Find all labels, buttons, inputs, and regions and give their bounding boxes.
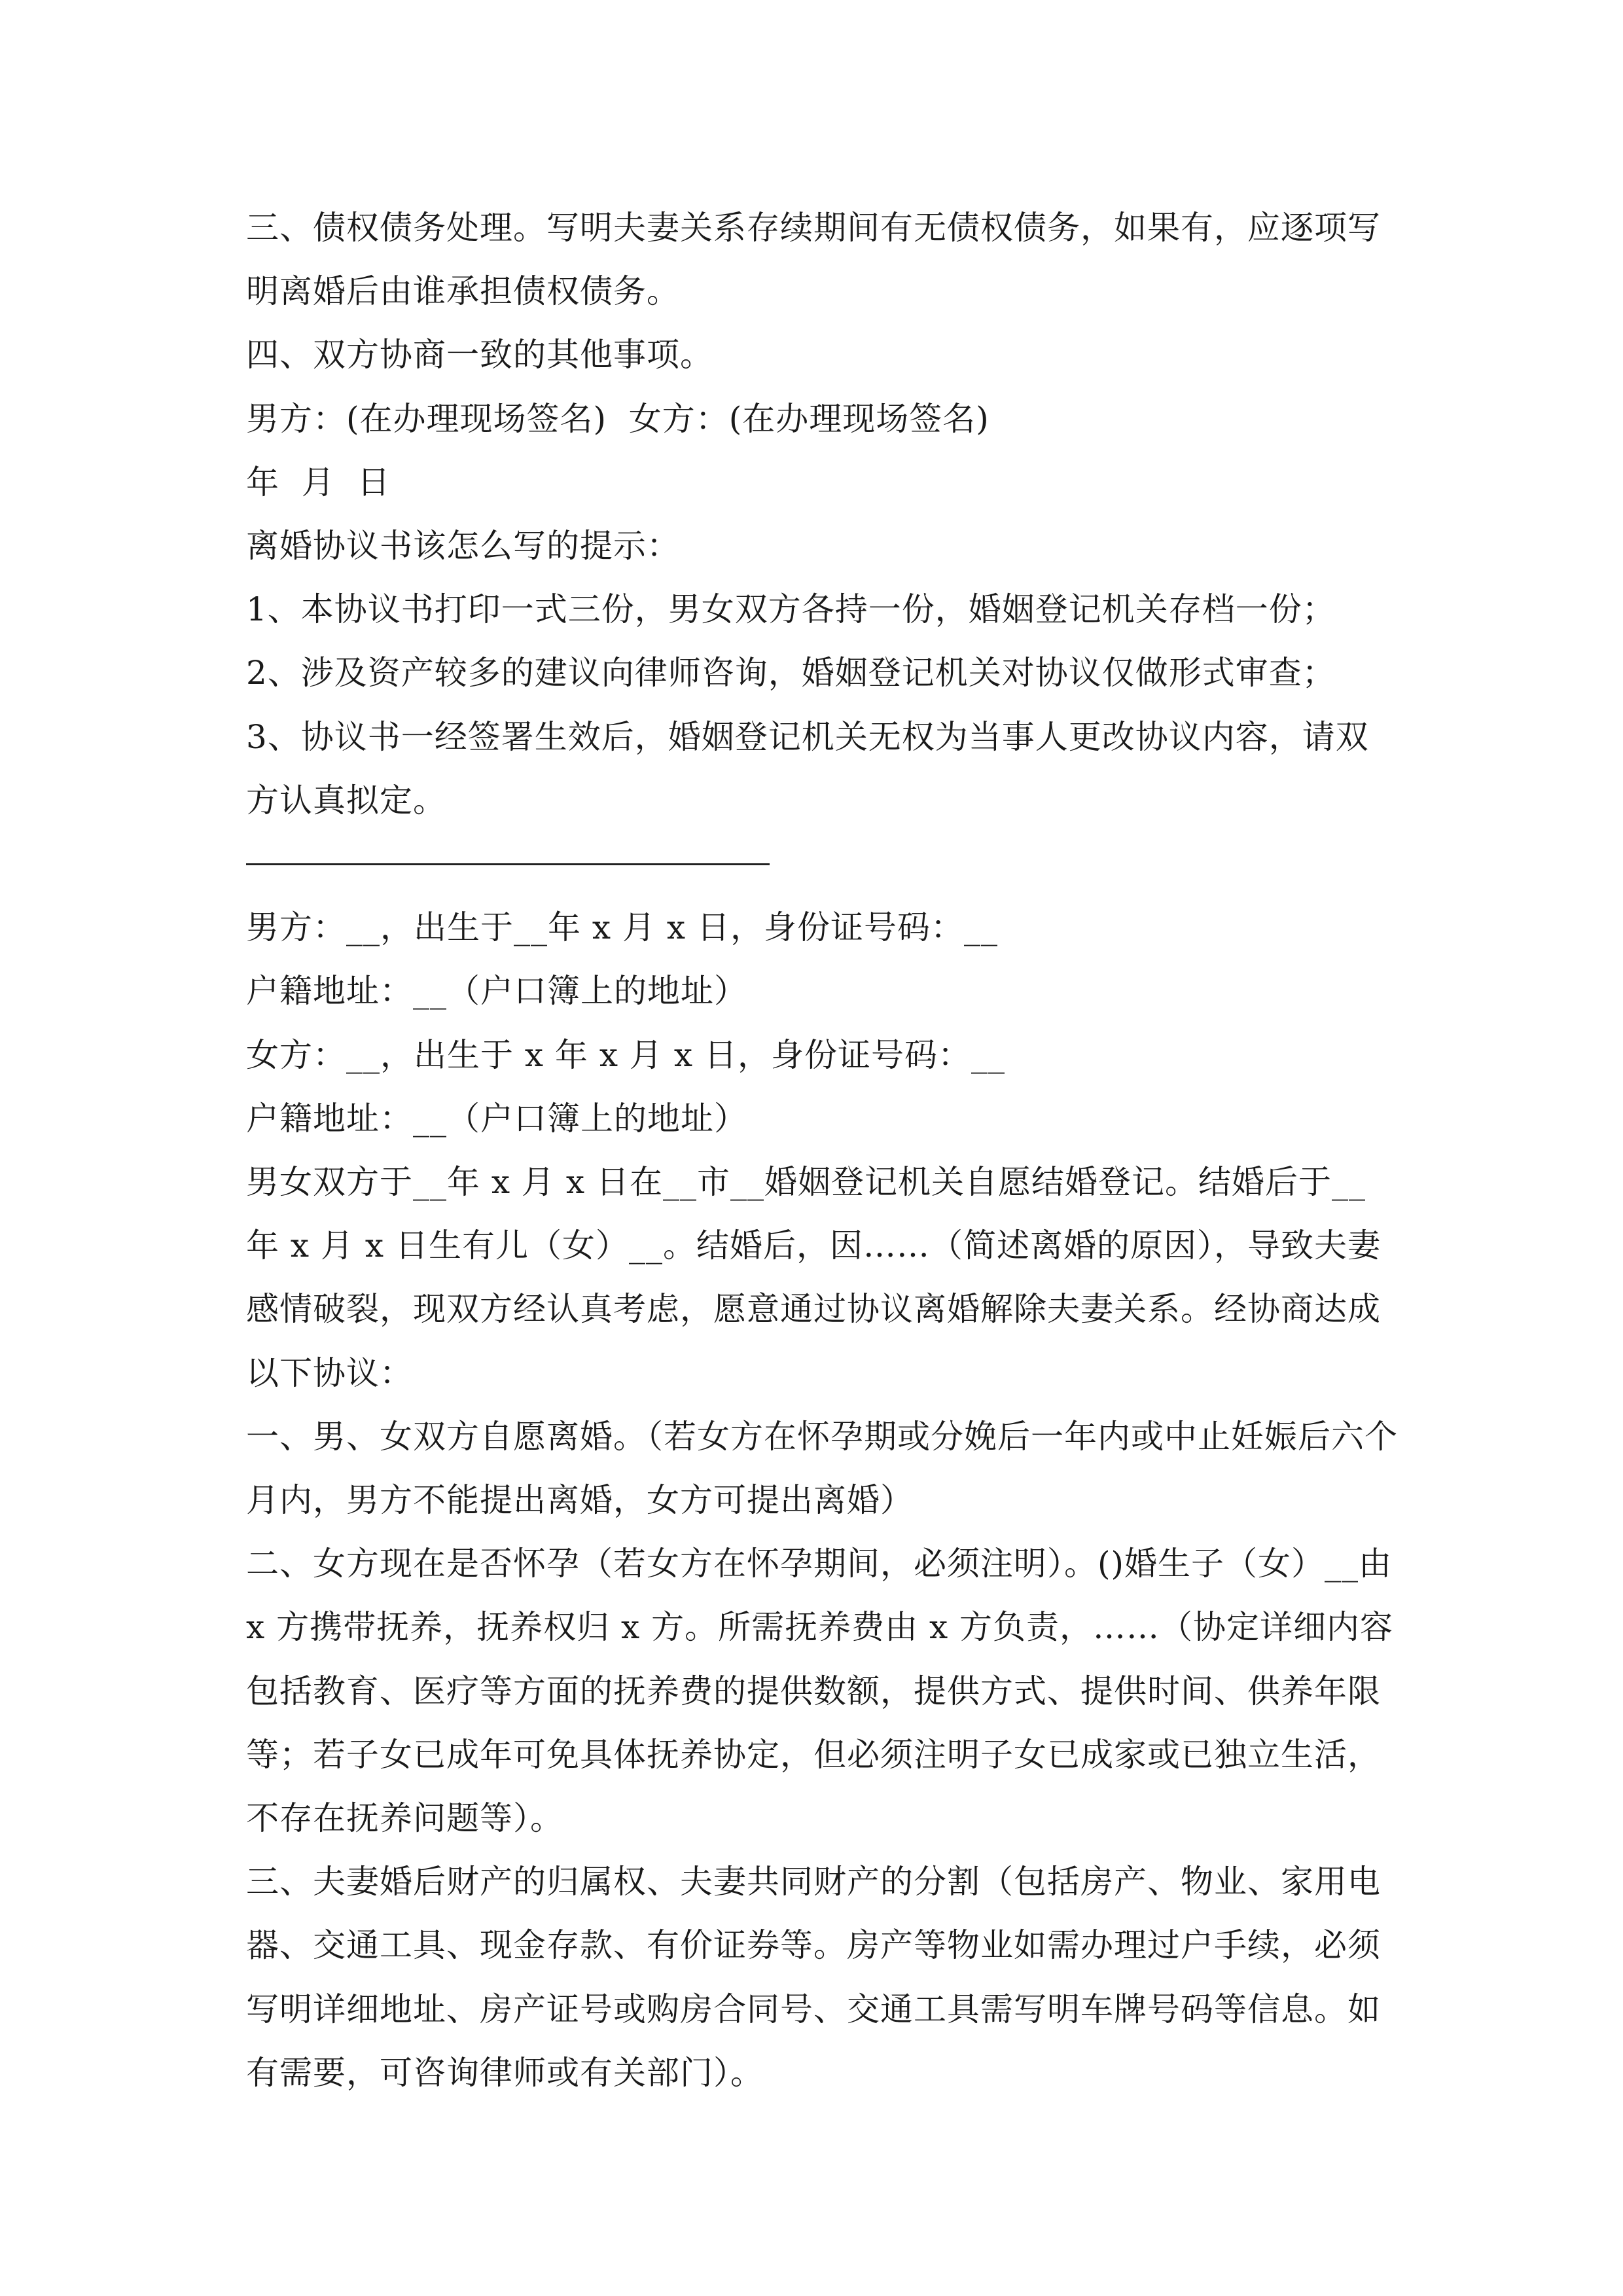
female-party-info: 女方：__，出生于 x 年 x 月 x 日，身份证号码：__ [246, 1035, 1005, 1074]
paragraph-marriage-background: 男女双方于__年 x 月 x 日在__市__婚姻登记机关自愿结婚登记。结婚后于__年 x 月 x 日生有儿（女）__。结婚后，因……（简述离婚的原因），导致夫妻感情破裂，现双方经认真考虑，愿意通过协议离婚解除夫妻关系。经协商达成以下协议： [246, 1163, 1381, 1392]
female-address: 户籍地址：__（户口簿上的地址） [246, 1099, 747, 1138]
paragraph-other-matters: 四、双方协商一致的其他事项。 [246, 336, 713, 374]
male-address: 户籍地址：__（户口簿上的地址） [246, 972, 747, 1011]
clause-1-voluntary-divorce: 一、男、女双方自愿离婚。（若女方在怀孕期或分娩后一年内或中止妊娠后六个月内，男方不能提出离婚，女方可提出离婚） [246, 1417, 1398, 1520]
tip-item-2: 2、涉及资产较多的建议向律师咨询，婚姻登记机关对协议仅做形式审查； [246, 654, 1336, 692]
clause-2-child-custody: 二、女方现在是否怀孕（若女方在怀孕期间，必须注明）。()婚生子（女）__由 x 方携带抚养，抚养权归 x 方。所需抚养费由 x 方负责，……（协定详细内容包括教育、医疗等方面的抚养费的提供数额，提供方式、提供时间、供养年限等；若子女已成年可免具体抚养协定，但必须注明子女已成家或已独立生活，不存在抚养问题等）。 [246, 1545, 1403, 1838]
signature-line: 男方：(在办理现场签名) 女方：(在办理现场签名) [246, 399, 990, 438]
tips-heading: 离婚协议书该怎么写的提示： [246, 527, 680, 565]
clause-3-property-division: 三、夫妻婚后财产的归属权、夫妻共同财产的分割（包括房产、物业、家用电器、交通工具、现金存款、有价证券等。房产等物业如需办理过户手续，必须写明详细地址、房产证号或购房合同号、交通工具需写明车牌号码等信息。如有需要，可咨询律师或有关部门）。 [246, 1863, 1381, 2092]
male-party-info: 男方：__，出生于__年 x 月 x 日，身份证号码：__ [246, 908, 998, 947]
document-body [246, 196, 1403, 2105]
tip-item-3: 3、协议书一经签署生效后，婚姻登记机关无权为当事人更改协议内容，请双方认真拟定。 [246, 717, 1369, 819]
section-divider [246, 833, 1398, 896]
tip-item-1: 1、本协议书打印一式三份，男女双方各持一份，婚姻登记机关存档一份； [246, 590, 1336, 629]
paragraph-debt-handling: 三、债权债务处理。写明夫妻关系存续期间有无债权债务，如果有，应逐项写明离婚后由谁承担债权债务。 [246, 209, 1381, 311]
date-line: 年 月 日 [246, 463, 391, 501]
divider-rule [246, 863, 770, 865]
